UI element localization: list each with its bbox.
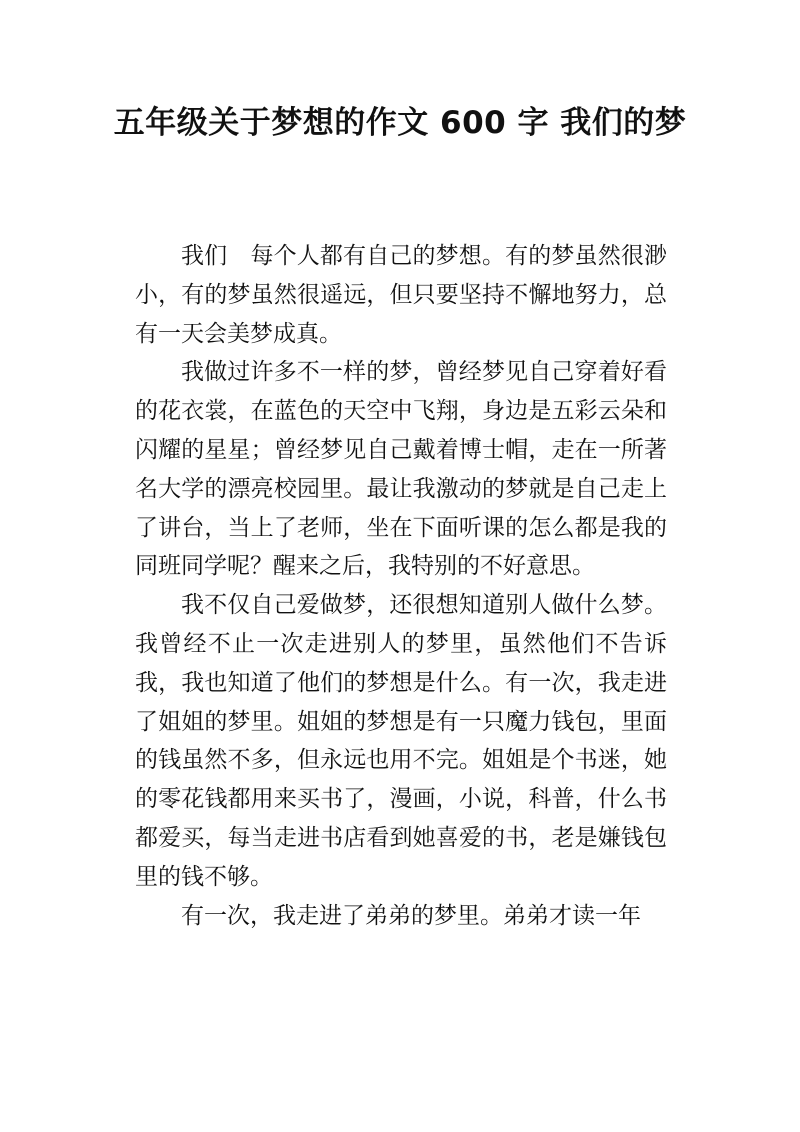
document-body [135, 237, 667, 935]
paragraph: 我们 每个人都有自己的梦想。有的梦虽然很渺小，有的梦虽然很遥远，但只要坚持不懈地努力，总有一天会美梦成真。 [135, 243, 667, 347]
document-title: 五年级关于梦想的作文 600 字 我们的梦 [113, 105, 687, 141]
paragraph: 我不仅自己爱做梦，还很想知道别人做什么梦。我曾经不止一次走进别人的梦里，虽然他们不告诉我，我也知道了他们的梦想是什么。有一次，我走进了姐姐的梦里。姐姐的梦想是有一只魔力钱包，里面的钱虽然不多，但永远也用不完。姐姐是个书迷，她的零花钱都用来买书了，漫画，小说，科普，什么书都爱买，每当走进书店看到她喜爱的书，老是嫌钱包里的钱不够。 [135, 592, 667, 890]
paragraph: 有一次，我走进了弟弟的梦里。弟弟才读一年 [181, 902, 641, 929]
paragraph: 我做过许多不一样的梦，曾经梦见自己穿着好看的花衣裳，在蓝色的天空中飞翔，身边是五彩云朵和闪耀的星星；曾经梦见自己戴着博士帽，走在一所著名大学的漂亮校园里。最让我激动的梦就是自己走上了讲台，当上了老师，坐在下面听课的怎么都是我的同班同学呢？醒来之后，我特别的不好意思。 [135, 359, 667, 580]
